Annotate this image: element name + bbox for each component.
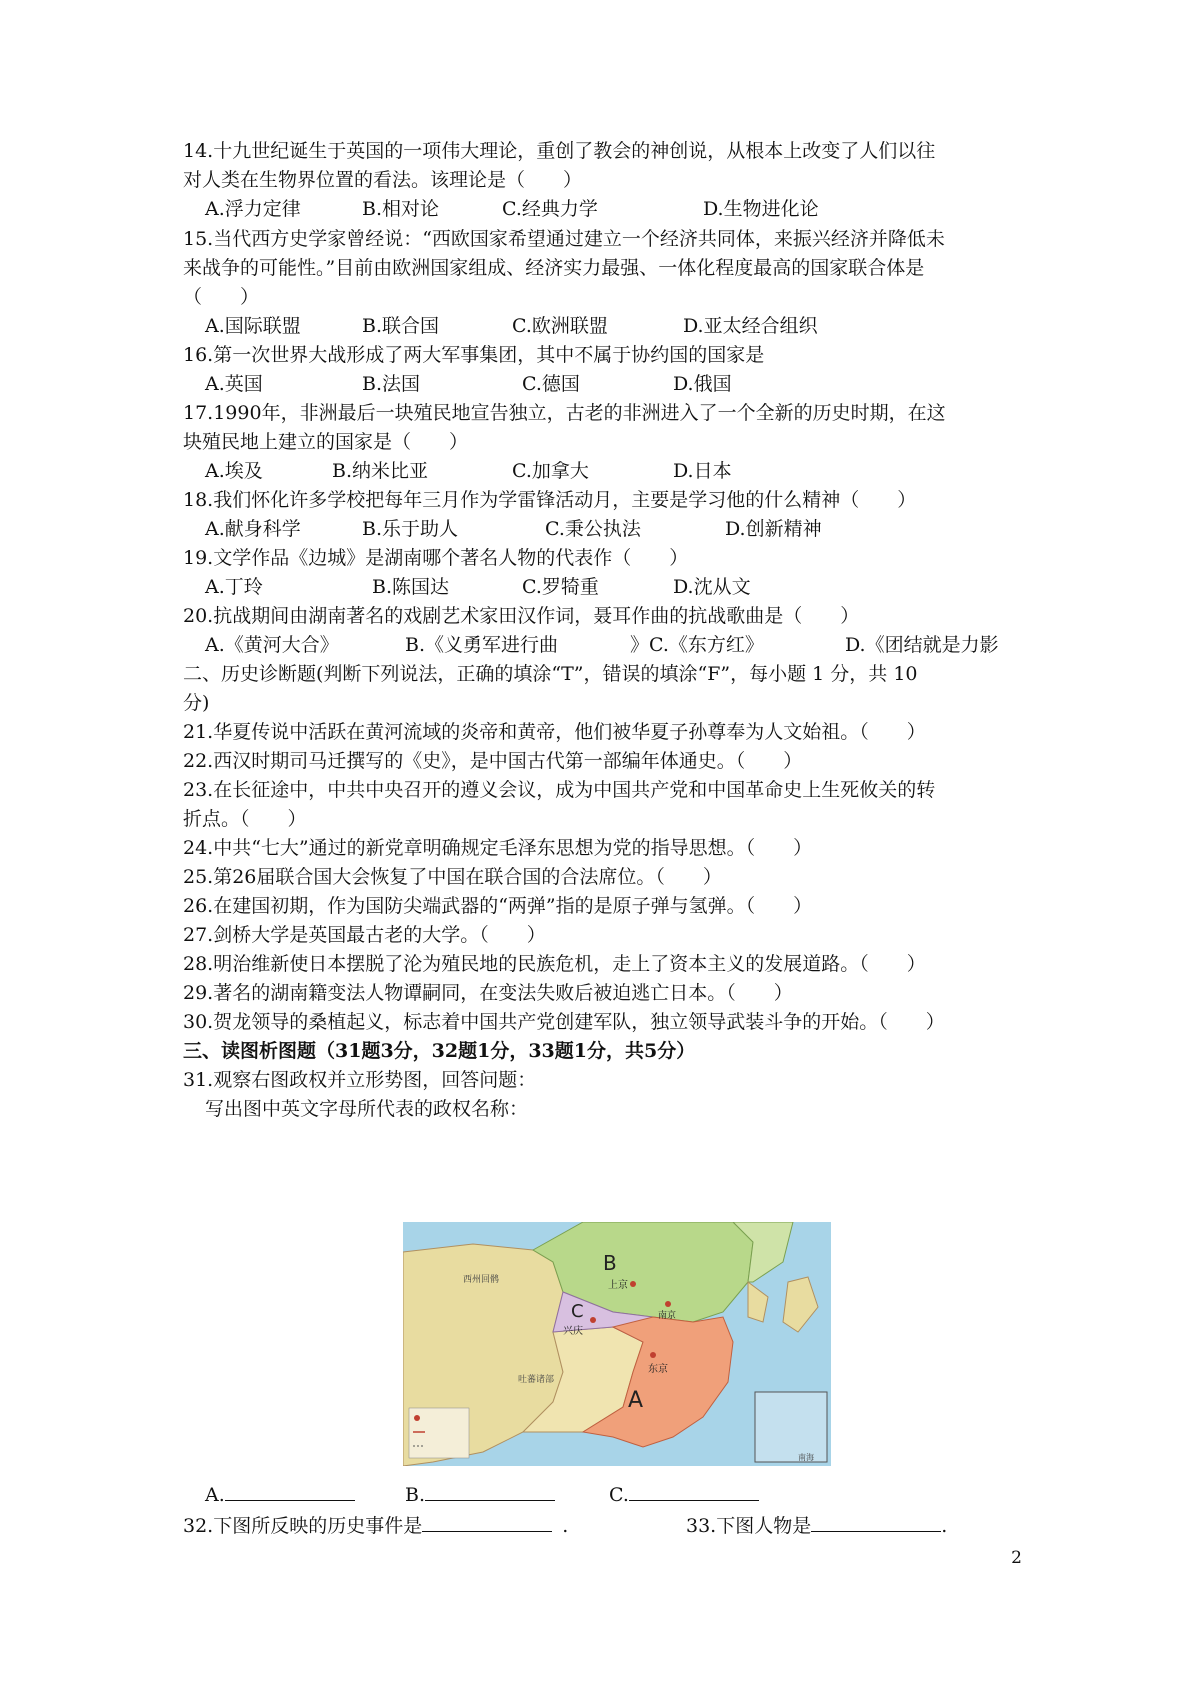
q31-answer-a-label: A. [205,1484,225,1506]
q31-answer-c-label: C. [609,1484,629,1506]
q18-option-c: C.秉公执法 [545,518,641,540]
q15-stem-1: 15.当代西方史学家曾经说：“西欧国家希望通过建立一个经济共同体，来振兴经济并降低未 [183,228,945,250]
q14-option-b: B.相对论 [362,198,440,220]
map-label-tubo: 吐蕃诸部 [518,1375,555,1385]
q14-option-a: A.浮力定律 [205,198,301,220]
q33-text: 33.下图人物是 [686,1515,812,1537]
map-inset [755,1392,827,1462]
q15-option-c: C.欧洲联盟 [512,315,608,337]
q18-option-a: A.献身科学 [205,518,301,540]
q31-answer-c-blank[interactable] [629,1480,759,1501]
judge-24: 24.中共“七大”通过的新党章明确规定毛泽东思想为党的指导思想。（ ） [183,837,813,859]
q31-answer-b [405,1480,555,1510]
city-xingqing-icon [590,1317,596,1323]
q17-stem-1: 17.1990年，非洲最后一块殖民地宣告独立，古老的非洲进入了一个全新的历史时期，在这 [183,402,946,424]
legend-capital-icon [414,1415,420,1421]
judge-26: 26.在建国初期，作为国防尖端武器的“两弹”指的是原子弹与氢弹。（ ） [183,895,813,917]
q15-option-d: D.亚太经合组织 [683,315,818,337]
q19-option-a: A.丁玲 [205,576,263,598]
city-nanjing-icon [665,1301,671,1307]
q20-option-c: 》C.《东方红》 [630,634,764,656]
q31-answer-b-blank[interactable] [425,1480,555,1501]
q31-stem-2: 写出图中英文字母所代表的政权名称： [205,1098,529,1120]
judge-28: 28.明治维新使日本摆脱了沦为殖民地的民族危机，走上了资本主义的发展道路。（ ） [183,953,926,975]
judge-21: 21.华夏传说中活跃在黄河流域的炎帝和黄帝，他们被华夏子孙尊奉为人文始祖。（ ） [183,721,926,743]
q14-option-d: D.生物进化论 [703,198,819,220]
page-number: 2 [1011,1548,1022,1568]
q20-stem-1: 20.抗战期间由湖南著名的戏剧艺术家田汉作词，聂耳作曲的抗战歌曲是（ ） [183,605,860,627]
map-label-shangjing: 上京 [608,1280,628,1291]
judge-23: 23.在长征途中，中共中央召开的遵义会议，成为中国共产党和中国革命史上生死攸关的转 [183,779,936,801]
map-label-nanjing: 南京 [658,1311,677,1321]
q33 [686,1511,947,1541]
q14-stem-2: 对人类在生物界位置的看法。该理论是（ ） [183,169,583,191]
q16-option-b: B.法国 [362,373,421,395]
q20-option-b: B.《义勇军进行曲 [405,634,559,656]
q31-answer-b-label: B. [405,1484,426,1506]
q32 [183,1511,568,1541]
section3-title: 三、读图析图题（31题3分，32题1分，33题1分，共5分） [183,1040,696,1062]
judge-29: 29.著名的湖南籍变法人物谭嗣同，在变法失败后被迫逃亡日本。（ ） [183,982,793,1004]
q19-stem-1: 19.文学作品《边城》是湖南哪个著名人物的代表作（ ） [183,547,689,569]
section2-title: 二、历史诊断题(判断下列说法，正确的填涂“T”，错误的填涂“F”，每小题 1 分，共 10 [183,663,918,685]
q17-stem-2: 块殖民地上建立的国家是（ ） [183,431,469,453]
map-label-b: B [603,1251,617,1275]
regime-map [403,1222,831,1466]
judge-27: 27.剑桥大学是英国最古老的大学。（ ） [183,924,546,946]
q15-stem-3: （ ） [183,286,260,308]
q31-answer-c [609,1480,759,1510]
judge-30: 30.贺龙领导的桑植起义，标志着中国共产党创建军队，独立领导武装斗争的开始。（ ） [183,1011,945,1033]
q15-stem-2: 来战争的可能性。”目前由欧洲国家组成、经济实力最强、一体化程度最高的国家联合体是 [183,257,925,279]
map-label-nanhai: 南海 [798,1453,814,1462]
judge-25: 25.第26届联合国大会恢复了中国在联合国的合法席位。（ ） [183,866,722,888]
q20-option-a: A.《黄河大合》 [205,634,339,656]
q32-end: . [562,1515,569,1537]
q17-option-a: A.埃及 [205,460,263,482]
q33-end: . [941,1515,948,1537]
q20-option-d: D.《团结就是力影 [845,634,999,656]
map-label-a: A [628,1388,644,1413]
q31-stem-1: 31.观察右图政权并立形势图，回答问题： [183,1069,537,1091]
map-label-xizhou: 西州回鹘 [463,1275,500,1285]
q16-stem-1: 16.第一次世界大战形成了两大军事集团，其中不属于协约国的国家是 [183,344,765,366]
q15-option-a: A.国际联盟 [205,315,301,337]
map-label-xingqing: 兴庆 [563,1326,583,1337]
judge-23-cont: 折点。（ ） [183,808,307,830]
q31-answer-a [205,1480,355,1510]
q17-option-d: D.日本 [673,460,732,482]
q14-stem-1: 14.十九世纪诞生于英国的一项伟大理论，重创了教会的神创说，从根本上改变了人们以往 [183,140,936,162]
q19-option-d: D.沈从文 [673,576,751,598]
q32-blank[interactable] [422,1511,552,1532]
q19-option-c: C.罗犄重 [522,576,599,598]
q18-stem-1: 18.我们怀化许多学校把每年三月作为学雷锋活动月，主要是学习他的什么精神（ ） [183,489,917,511]
map-label-dongjing: 东京 [648,1364,668,1375]
city-dongjing-icon [650,1352,656,1358]
q16-option-c: C.德国 [522,373,580,395]
judge-22: 22.西汉时期司马迁撰写的《史》，是中国古代第一部编年体通史。（ ） [183,750,803,772]
q16-option-a: A.英国 [205,373,263,395]
q33-blank[interactable] [811,1511,941,1532]
map-label-c: C [571,1301,584,1322]
q16-option-d: D.俄国 [673,373,732,395]
q31-answer-a-blank[interactable] [225,1480,355,1501]
q18-option-b: B.乐于助人 [362,518,459,540]
q15-option-b: B.联合国 [362,315,440,337]
q19-option-b: B.陈国达 [372,576,450,598]
q17-option-c: C.加拿大 [512,460,589,482]
q17-option-b: B.纳米比亚 [332,460,429,482]
q32-text: 32.下图所反映的历史事件是 [183,1515,423,1537]
q14-option-c: C.经典力学 [502,198,598,220]
city-shangjing-icon [630,1281,636,1287]
q18-option-d: D.创新精神 [725,518,822,540]
section2-title-cont: 分) [183,692,210,714]
